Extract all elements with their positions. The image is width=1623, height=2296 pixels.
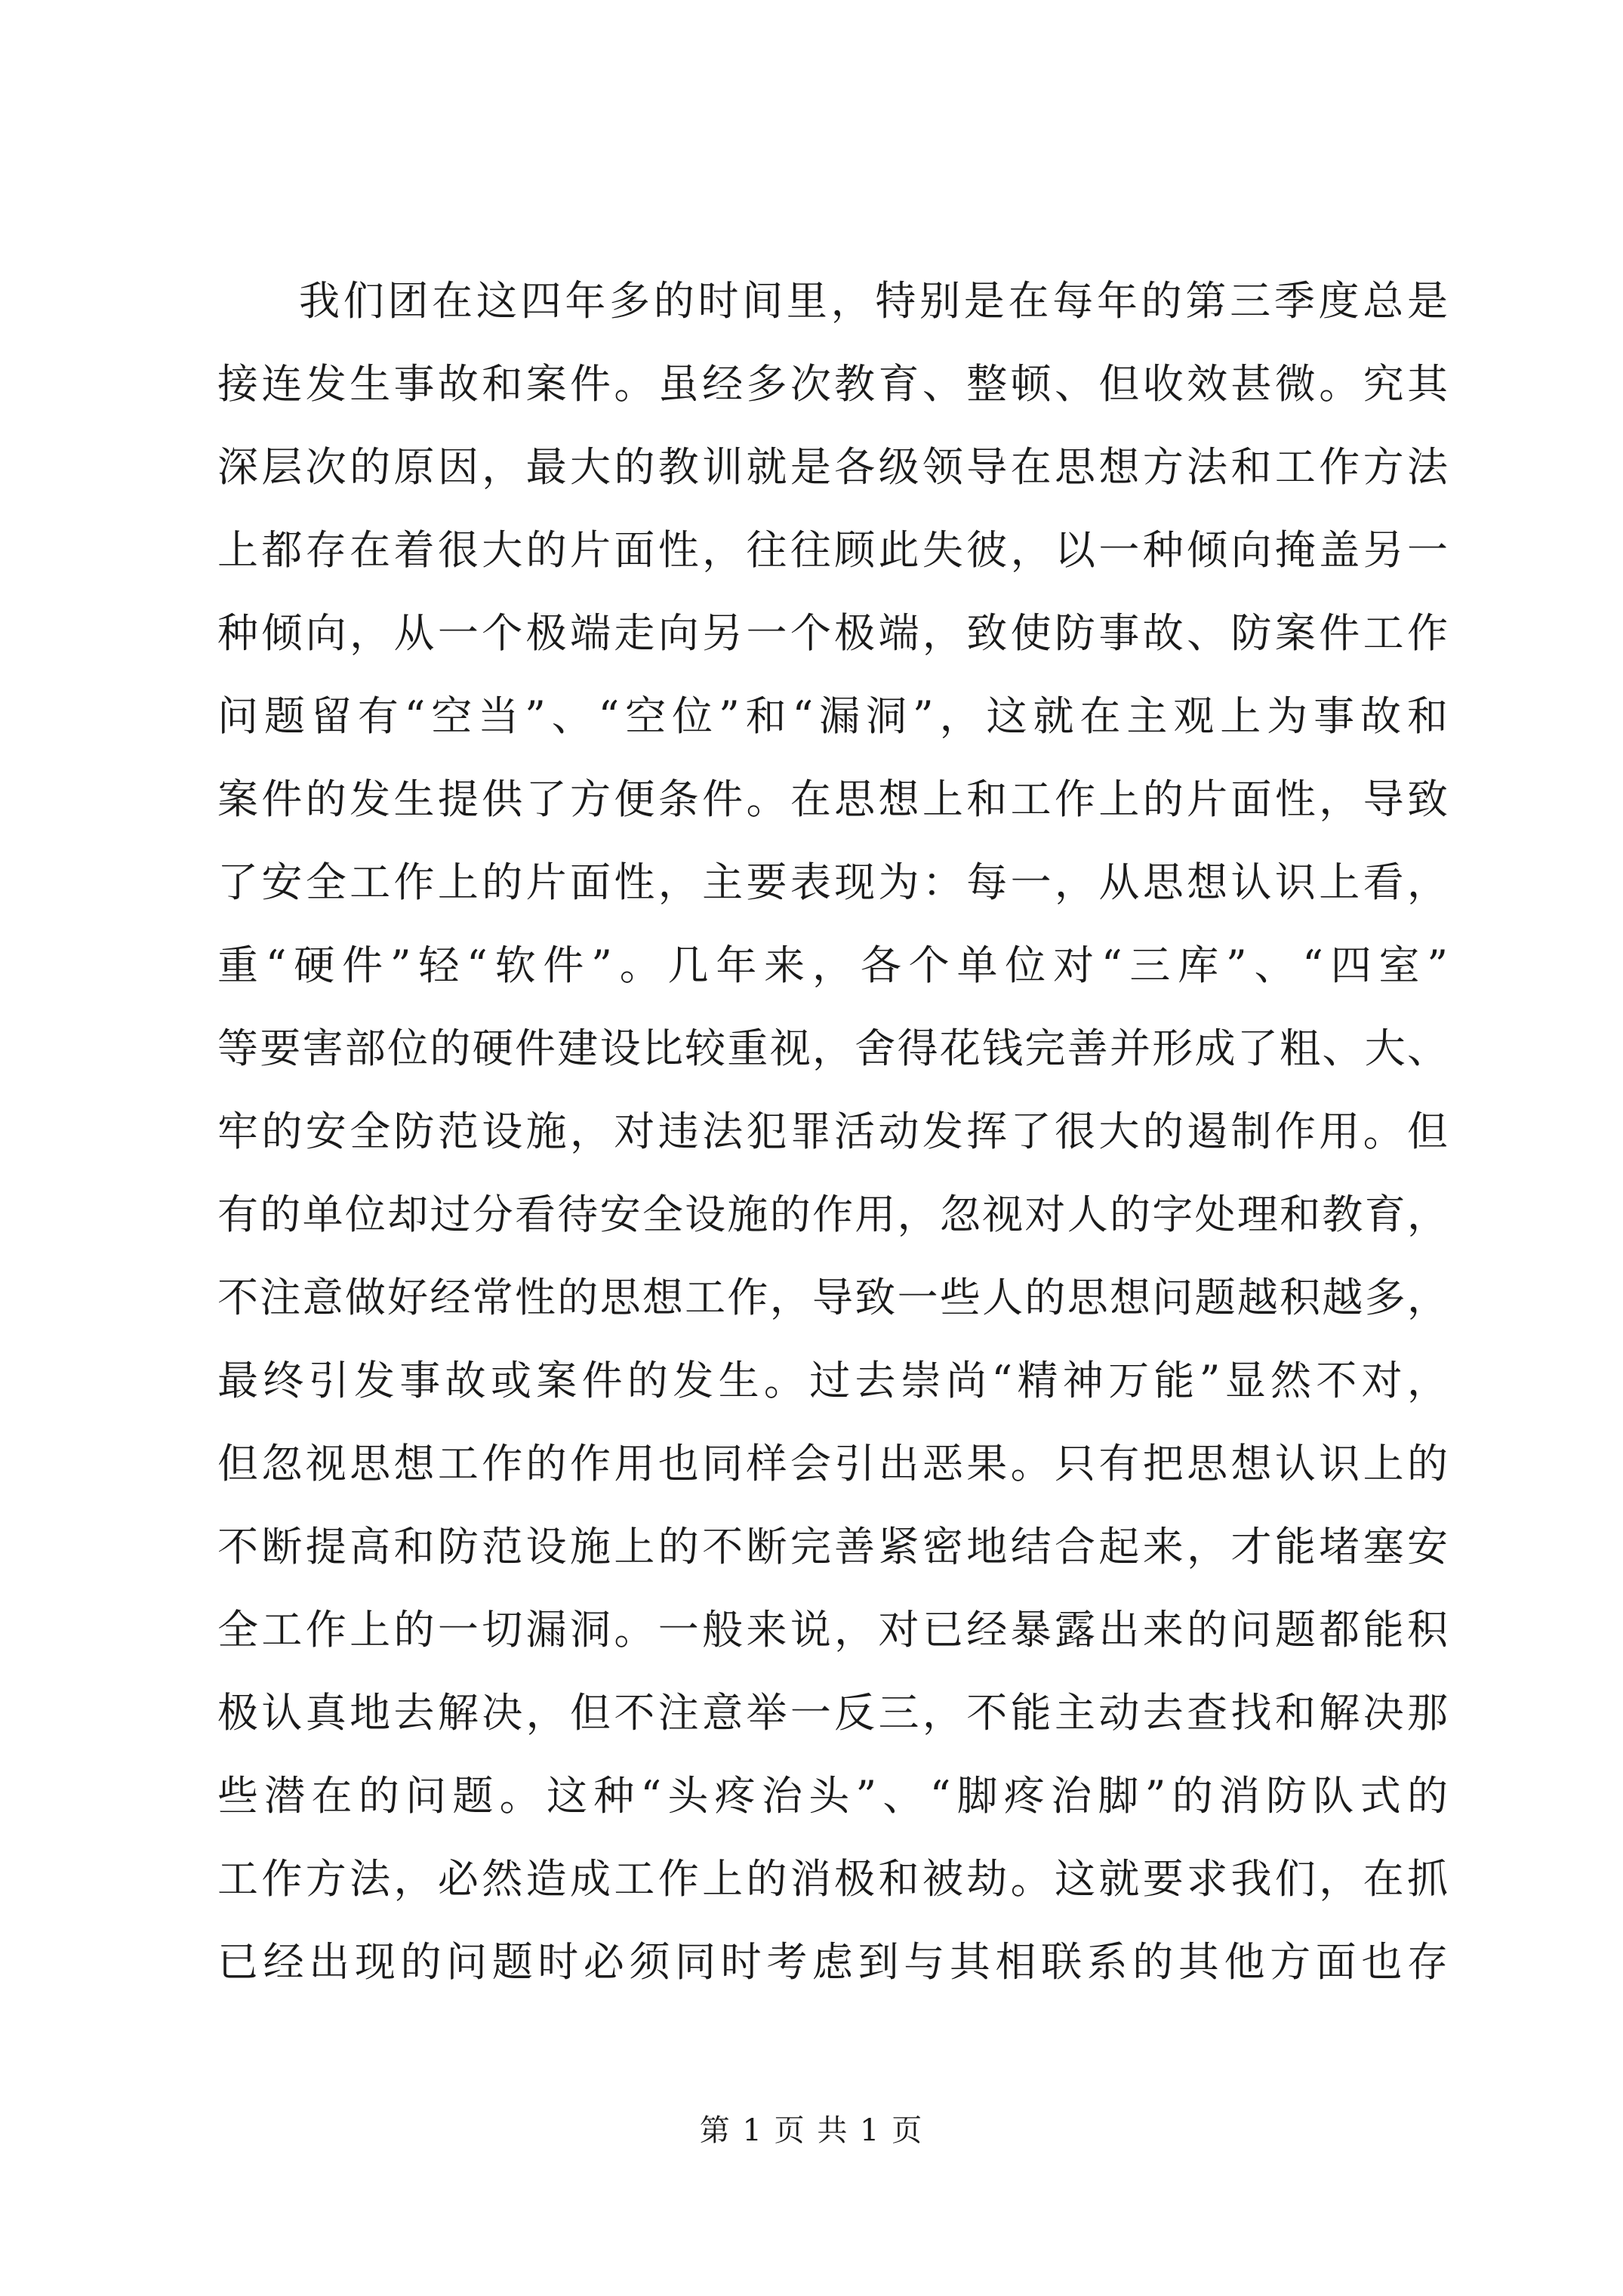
- text-line: 牢的安全防范设施，对违法犯罪活动发挥了很大的遏制作用。但: [217, 1108, 1448, 1155]
- page-footer: 第 1 页 共 1 页: [699, 2113, 924, 2148]
- text-line: 问题留有“空当”、“空位”和“漏洞”，这就在主观上为事故和: [217, 692, 1448, 740]
- text-line: 深层次的原因，最大的教训就是各级领导在思想方法和工作方法: [217, 443, 1448, 491]
- text-line: 全工作上的一切漏洞。一般来说，对已经暴露出来的问题都能积: [217, 1606, 1448, 1653]
- text-line: 接连发生事故和案件。虽经多次教育、整顿、但收效甚微。究其: [217, 360, 1448, 408]
- text-line: 工作方法，必然造成工作上的消极和被劫。这就要求我们，在抓: [217, 1855, 1448, 1903]
- text-line: 些潜在的问题。这种“头疼治头”、“脚疼治脚”的消防队式的: [217, 1772, 1448, 1820]
- text-line: 有的单位却过分看待安全设施的作用，忽视对人的字处理和教育，: [217, 1191, 1448, 1238]
- text-line: 案件的发生提供了方便条件。在思想上和工作上的片面性，导致: [217, 775, 1448, 823]
- text-line: 我们团在这四年多的时间里，特别是在每年的第三季度总是: [299, 277, 1448, 325]
- text-line: 等要害部位的硬件建设比较重视，舍得花钱完善并形成了粗、大、: [217, 1025, 1448, 1072]
- text-line: 不注意做好经常性的思想工作，导致一些人的思想问题越积越多，: [217, 1274, 1448, 1321]
- body-paragraph: [217, 260, 1448, 2004]
- text-line: 已经出现的问题时必须同时考虑到与其相联系的其他方面也存: [217, 1938, 1448, 1986]
- text-line: 但忽视思想工作的作用也同样会引出恶果。只有把思想认识上的: [217, 1440, 1448, 1487]
- text-line: 上都存在着很大的片面性，往往顾此失彼，以一种倾向掩盖另一: [217, 526, 1448, 574]
- text-line: 极认真地去解决，但不注意举一反三，不能主动去查找和解决那: [217, 1689, 1448, 1737]
- text-line: 种倾向，从一个极端走向另一个极端，致使防事故、防案件工作: [217, 609, 1448, 657]
- text-line: 最终引发事故或案件的发生。过去崇尚“精神万能”显然不对，: [217, 1357, 1448, 1404]
- text-line: 不断提高和防范设施上的不断完善紧密地结合起来，才能堵塞安: [217, 1523, 1448, 1570]
- text-line: 了安全工作上的片面性，主要表现为：每一，从思想认识上看，: [217, 858, 1448, 906]
- text-line: 重“硬件”轻“软件”。几年来，各个单位对“三库”、“四室”: [217, 942, 1448, 989]
